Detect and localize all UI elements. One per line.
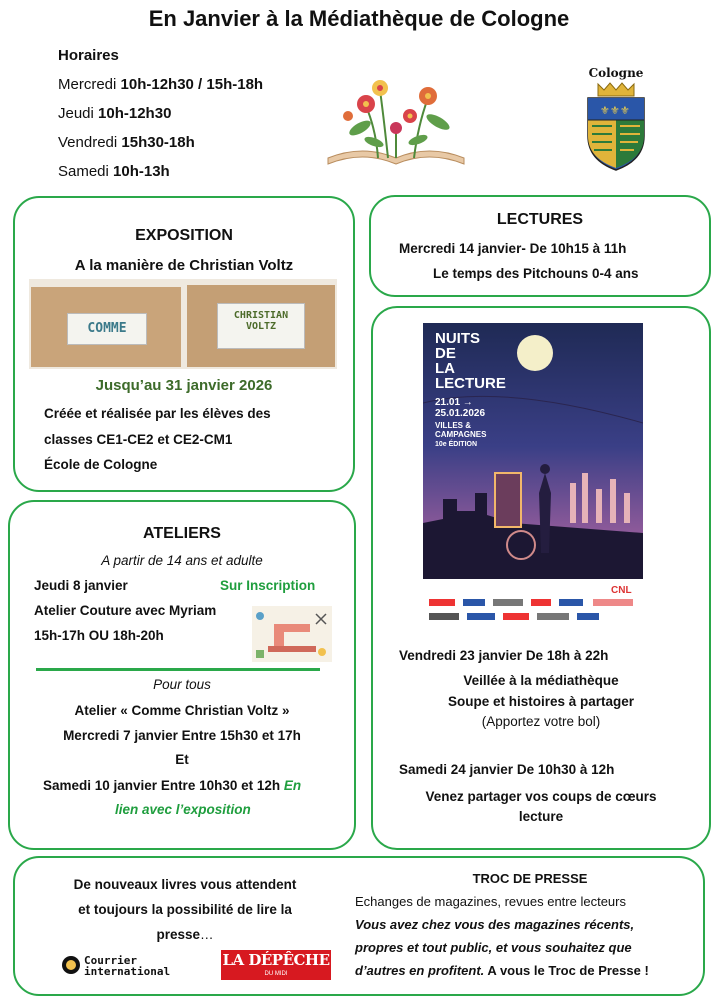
poster-title: NUITS DE LA LECTURE xyxy=(435,330,506,392)
ateliers-name: Atelier « Comme Christian Voltz » xyxy=(74,703,290,718)
nuits-text: Samedi 24 janvier De 10h30 à 12h xyxy=(399,762,615,777)
exposition-text: Créée et réalisée par les élèves des xyxy=(44,406,271,421)
artwork-comme: COMME xyxy=(67,313,147,345)
exposition-subtitle: A la manière de Christian Voltz xyxy=(74,257,294,274)
cologne-label: Cologne xyxy=(588,66,644,80)
ateliers-audience: A partir de 14 ans et adulte xyxy=(101,553,263,568)
ateliers-audience: Pour tous xyxy=(153,677,211,692)
nuits-text: lecture xyxy=(518,809,564,824)
horaires-row: Samedi 10h-13h xyxy=(58,163,170,180)
ateliers-name: Atelier Couture avec Myriam xyxy=(34,603,217,618)
svg-text:⚜: ⚜ xyxy=(620,104,630,117)
ateliers-link-note: lien avec l’exposition xyxy=(115,802,251,817)
section-divider xyxy=(36,668,320,671)
troc-heading: TROC DE PRESSE xyxy=(472,871,588,886)
ateliers-date: Jeudi 8 janvier xyxy=(34,578,128,593)
lectures-text: Mercredi 14 janvier- De 10h15 à 11h xyxy=(399,241,627,256)
troc-text: Vous avez chez vous des magazines récents, xyxy=(355,917,635,932)
la-depeche-logo: LA DÉPÊCHE DU MIDI xyxy=(221,950,331,980)
troc-text: propres et tout public, et vous souhaitez que xyxy=(355,940,632,955)
globe-icon-inner xyxy=(66,960,76,970)
ateliers-heading: ATELIERS xyxy=(143,525,221,542)
exposition-heading: EXPOSITION xyxy=(135,227,233,244)
horaires-heading: Horaires xyxy=(58,47,119,64)
inscription-label: Sur Inscription xyxy=(220,578,316,593)
ateliers-date: Samedi 10 janvier Entre 10h30 et 12h En xyxy=(43,778,302,793)
cardboard-panel xyxy=(31,287,181,367)
nuits-text: Veillée à la médiathèque xyxy=(463,673,619,688)
poster-edition: 10e ÉDITION xyxy=(435,441,478,448)
nuits-text: Venez partager vos coups de cœurs xyxy=(425,789,657,804)
svg-text:⚜: ⚜ xyxy=(610,104,620,117)
poster-cnl-logo: CNL xyxy=(611,585,632,596)
exposition-until: Jusqu’au 31 janvier 2026 xyxy=(95,377,273,394)
nuits-text: Soupe et histoires à partager xyxy=(447,694,635,709)
poster-dates: 21.01 → 25.01.2026 xyxy=(435,397,486,419)
page-title: En Janvier à la Médiathèque de Cologne xyxy=(148,6,570,31)
horaires-row: Vendredi 15h30-18h xyxy=(58,134,195,151)
lectures-heading: LECTURES xyxy=(496,211,584,228)
troc-text: d’autres en profitent. A vous le Troc de Presse ! xyxy=(355,963,649,978)
courrier-international-logo xyxy=(62,950,184,984)
nuits-text: (Apportez votre bol) xyxy=(481,714,601,729)
horaires-row: Mercredi 10h-12h30 / 15h-18h xyxy=(58,76,264,93)
nuits-text: Vendredi 23 janvier De 18h à 22h xyxy=(399,648,609,663)
presse-text: et toujours la possibilité de lire la xyxy=(78,902,292,917)
svg-text:⚜: ⚜ xyxy=(600,104,610,117)
exposition-text: École de Cologne xyxy=(44,457,158,472)
ateliers-hours: 15h-17h OU 18h-20h xyxy=(34,628,164,643)
cardboard-panel xyxy=(187,285,335,367)
poster-theme: VILLES & CAMPAGNES xyxy=(435,421,487,439)
exposition-text: classes CE1-CE2 et CE2-CM1 xyxy=(44,432,233,447)
nuits-poster xyxy=(423,323,643,631)
horaires-row: Jeudi 10h-12h30 xyxy=(58,105,172,122)
troc-text: Echanges de magazines, revues entre lecteurs xyxy=(355,894,626,909)
artwork-christian-voltz: CHRISTIAN VOLTZ xyxy=(217,303,305,349)
ateliers-et: Et xyxy=(175,752,189,767)
book-flowers-illustration xyxy=(318,70,474,168)
presse-text: De nouveaux livres vous attendent xyxy=(73,877,297,892)
presse-text: presse… xyxy=(156,927,214,942)
sewing-machine-illustration xyxy=(252,606,332,662)
lectures-text: Le temps des Pitchouns 0-4 ans xyxy=(433,266,639,281)
ateliers-date: Mercredi 7 janvier Entre 15h30 et 17h xyxy=(63,728,301,743)
exposition-photo xyxy=(29,279,337,369)
cologne-coat-of-arms xyxy=(584,80,648,172)
courrier-logo-text: Courrier international xyxy=(84,954,171,978)
